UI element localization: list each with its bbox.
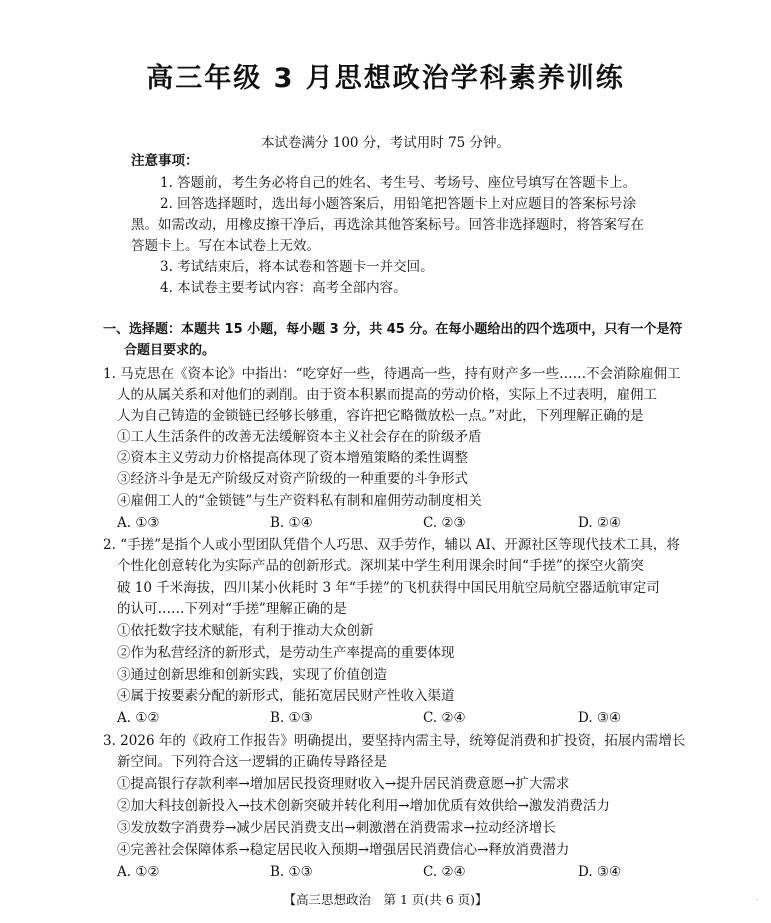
question-2-stem: 2. “手搓”是指个人或小型团队凭借个人巧思、双手劳作，辅以 AI、开源社区等现代技术工具，将 <box>103 537 680 553</box>
question-1-item: ③经济斗争是无产阶级反对资产阶级的一种重要的斗争形式 <box>117 471 468 487</box>
notice-line: 黑。如需改动，用橡皮擦干净后，再选涂其他答案标号。回答非选择题时，将答案写在 <box>131 217 644 233</box>
question-1-option-b: B. ①④ <box>270 515 313 531</box>
question-3-item: ④完善社会保障体系→稳定居民收入预期→增强居民消费信心→释放消费潜力 <box>117 842 570 858</box>
question-3-option-c: C. ②④ <box>423 864 466 880</box>
question-2-item: ②作为私营经济的新形式，是劳动生产率提高的重要体现 <box>117 645 455 661</box>
question-2-stem: 的认可……下列对“手搓”理解正确的是 <box>117 601 347 617</box>
question-2-option-c: C. ②④ <box>423 710 466 726</box>
question-1-stem: 人为自己铸造的金锁链已经够长够重，容许把它略微放松一点。”对此，下列理解正确的是 <box>117 408 644 424</box>
question-3-stem: 3. 2026 年的《政府工作报告》明确提出，要坚持内需主导，统筹促消费和扩投资，拓展内需增长 <box>103 733 686 749</box>
question-3-item: ②加大科技创新投入→技术创新突破并转化利用→增加优质有效供给→激发消费活力 <box>117 798 610 814</box>
exam-info: 本试卷满分 100 分，考试用时 75 分钟。 <box>260 135 511 151</box>
question-1-item: ④雇佣工人的“金锁链”与生产资料私有制和雇佣劳动制度相关 <box>117 493 482 509</box>
notice-line: 4. 本试卷主要考试内容：高考全部内容。 <box>160 280 407 296</box>
question-3-stem: 新空间。下列符合这一逻辑的正确传导路径是 <box>117 754 387 770</box>
question-2-option-a: A. ①② <box>117 710 160 726</box>
question-1-option-c: C. ②③ <box>423 515 466 531</box>
notice-line: 3. 考试结束后，将本试卷和答题卡一并交回。 <box>160 259 434 275</box>
question-2-option-b: B. ①③ <box>270 710 313 726</box>
question-3-option-b: B. ①③ <box>270 864 313 880</box>
notice-line: 答题卡上。写在本试卷上无效。 <box>131 238 320 254</box>
question-3-item: ①提高银行存款利率→增加居民投资理财收入→提升居民消费意愿→扩大需求 <box>117 776 570 792</box>
notice-line: 2. 回答选择题时，选出每小题答案后，用铅笔把答题卡上对应题目的答案标号涂 <box>160 196 637 212</box>
question-2-item: ③通过创新思维和创新实践，实现了价值创造 <box>117 667 387 683</box>
notice-line: 1. 答题前，考生务必将自己的姓名、考生号、考场号、座位号填写在答题卡上。 <box>160 175 637 191</box>
question-1-item: ②资本主义劳动力价格提高体现了资本增殖策略的柔性调整 <box>117 450 468 466</box>
question-2-stem: 个性化创意转化为实际产品的创新形式。深圳某中学生利用课余时间“手搓”的探空火箭突 <box>117 558 644 574</box>
question-1-item: ①工人生活条件的改善无法缓解资本主义社会存在的阶级矛盾 <box>117 429 482 445</box>
question-2-option-d: D. ③④ <box>578 710 622 726</box>
notice-heading: 注意事项： <box>131 153 199 169</box>
question-3-option-d: D. ③④ <box>578 864 622 880</box>
question-2-item: ④属于按要素分配的新形式，能拓宽居民财产性收入渠道 <box>117 688 455 704</box>
section-heading: 一、选择题：本题共 15 小题，每小题 3 分，共 45 分。在每小题给出的四个选项中，只有一个是符 <box>103 322 683 337</box>
question-2-stem: 破 10 千米海拔，四川某小伙耗时 3 年“手搓”的飞机获得中国民用航空局航空器适航审定司 <box>117 580 660 596</box>
question-1-stem: 人的从属关系和对他们的剥削。由于资本积累而提高的劳动价格，实际上不过表明，雇佣工 <box>117 387 657 403</box>
page-title: 高三年级 3 月思想政治学科素养训练 <box>146 63 625 94</box>
corner-mark: · <box>756 896 759 904</box>
question-1-option-d: D. ②④ <box>578 515 622 531</box>
question-1-stem: 1. 马克思在《资本论》中指出：“吃穿好一些，待遇高一些，持有财产多一些……不会消除雇佣工 <box>103 366 681 382</box>
question-1-option-a: A. ①③ <box>117 515 160 531</box>
question-3-option-a: A. ①② <box>117 864 160 880</box>
section-heading-cont: 合题目要求的。 <box>124 343 216 358</box>
question-3-item: ③发放数字消费券→减少居民消费支出→刺激潜在消费需求→拉动经济增长 <box>117 820 556 836</box>
page-footer: 【高三思想政治 第 1 页(共 6 页)】 <box>283 892 488 907</box>
question-2-item: ①依托数字技术赋能，有利于推动大众创新 <box>117 623 374 639</box>
